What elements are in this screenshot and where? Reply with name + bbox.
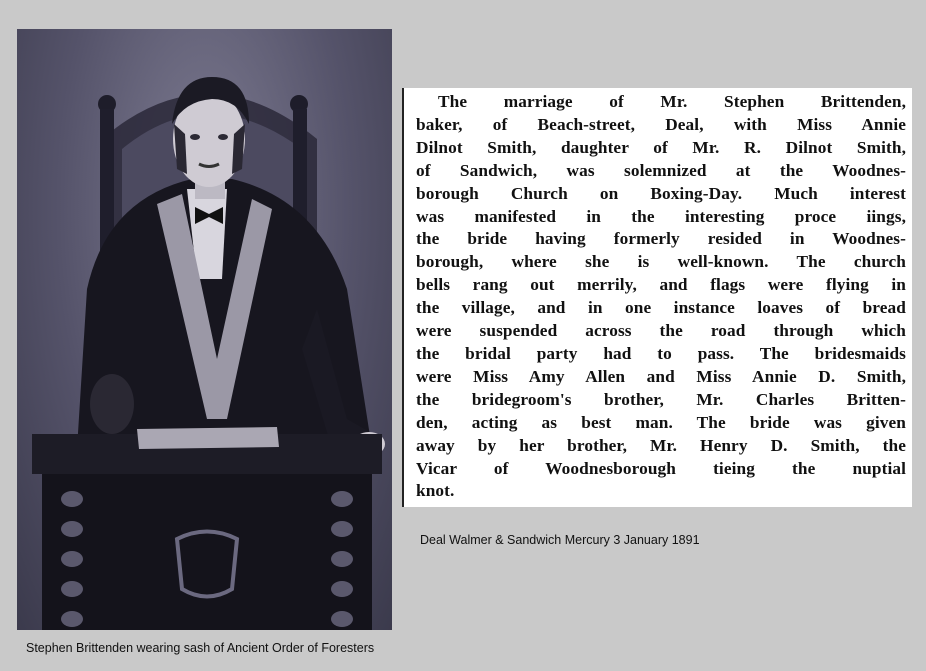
clipping-line: knot.: [416, 481, 455, 501]
clipping-line: of Sandwich, was solemnized at the Woodnes-: [416, 160, 906, 180]
photo-caption: Stephen Brittenden wearing sash of Ancient Order of Foresters: [26, 641, 375, 655]
clipping-line: bells rang out merrily, and flags were flying in: [416, 275, 906, 295]
clipping-line: were Miss Amy Allen and Miss Annie D. Smith,: [416, 366, 906, 386]
clipping-line: Vicar of Woodnesborough tieing the nuptial: [416, 458, 906, 478]
clipping-line: the bridal party had to pass. The bridesmaids: [416, 343, 906, 363]
portrait-photo: [17, 29, 392, 630]
clipping-caption: Deal Walmer & Sandwich Mercury 3 January 1891: [420, 533, 700, 547]
clipping-line: the village, and in one instance loaves of bread: [416, 298, 906, 318]
clipping-line: the bride having formerly resided in Woodnes-: [416, 229, 906, 249]
newspaper-clipping: [402, 88, 912, 507]
clipping-line: was manifested in the interesting proce iings,: [416, 206, 906, 226]
clipping-line: den, acting as best man. The bride was given: [416, 412, 906, 432]
clipping-line: baker, of Beach-street, Deal, with Miss Annie: [416, 114, 906, 134]
portrait-illustration: [17, 29, 392, 630]
clipping-line: The marriage of Mr. Stephen Brittenden,: [438, 92, 906, 111]
clipping-line: were suspended across the road through which: [416, 321, 906, 341]
clipping-line: borough Church on Boxing-Day. Much interest: [416, 183, 906, 203]
clipping-line: Dilnot Smith, daughter of Mr. R. Dilnot Smith,: [416, 137, 906, 157]
clipping-line: away by her brother, Mr. Henry D. Smith, the: [416, 435, 906, 455]
clipping-line: borough, where she is well-known. The church: [416, 252, 906, 272]
clipping-line: the bridegroom's brother, Mr. Charles Britten-: [416, 389, 906, 409]
